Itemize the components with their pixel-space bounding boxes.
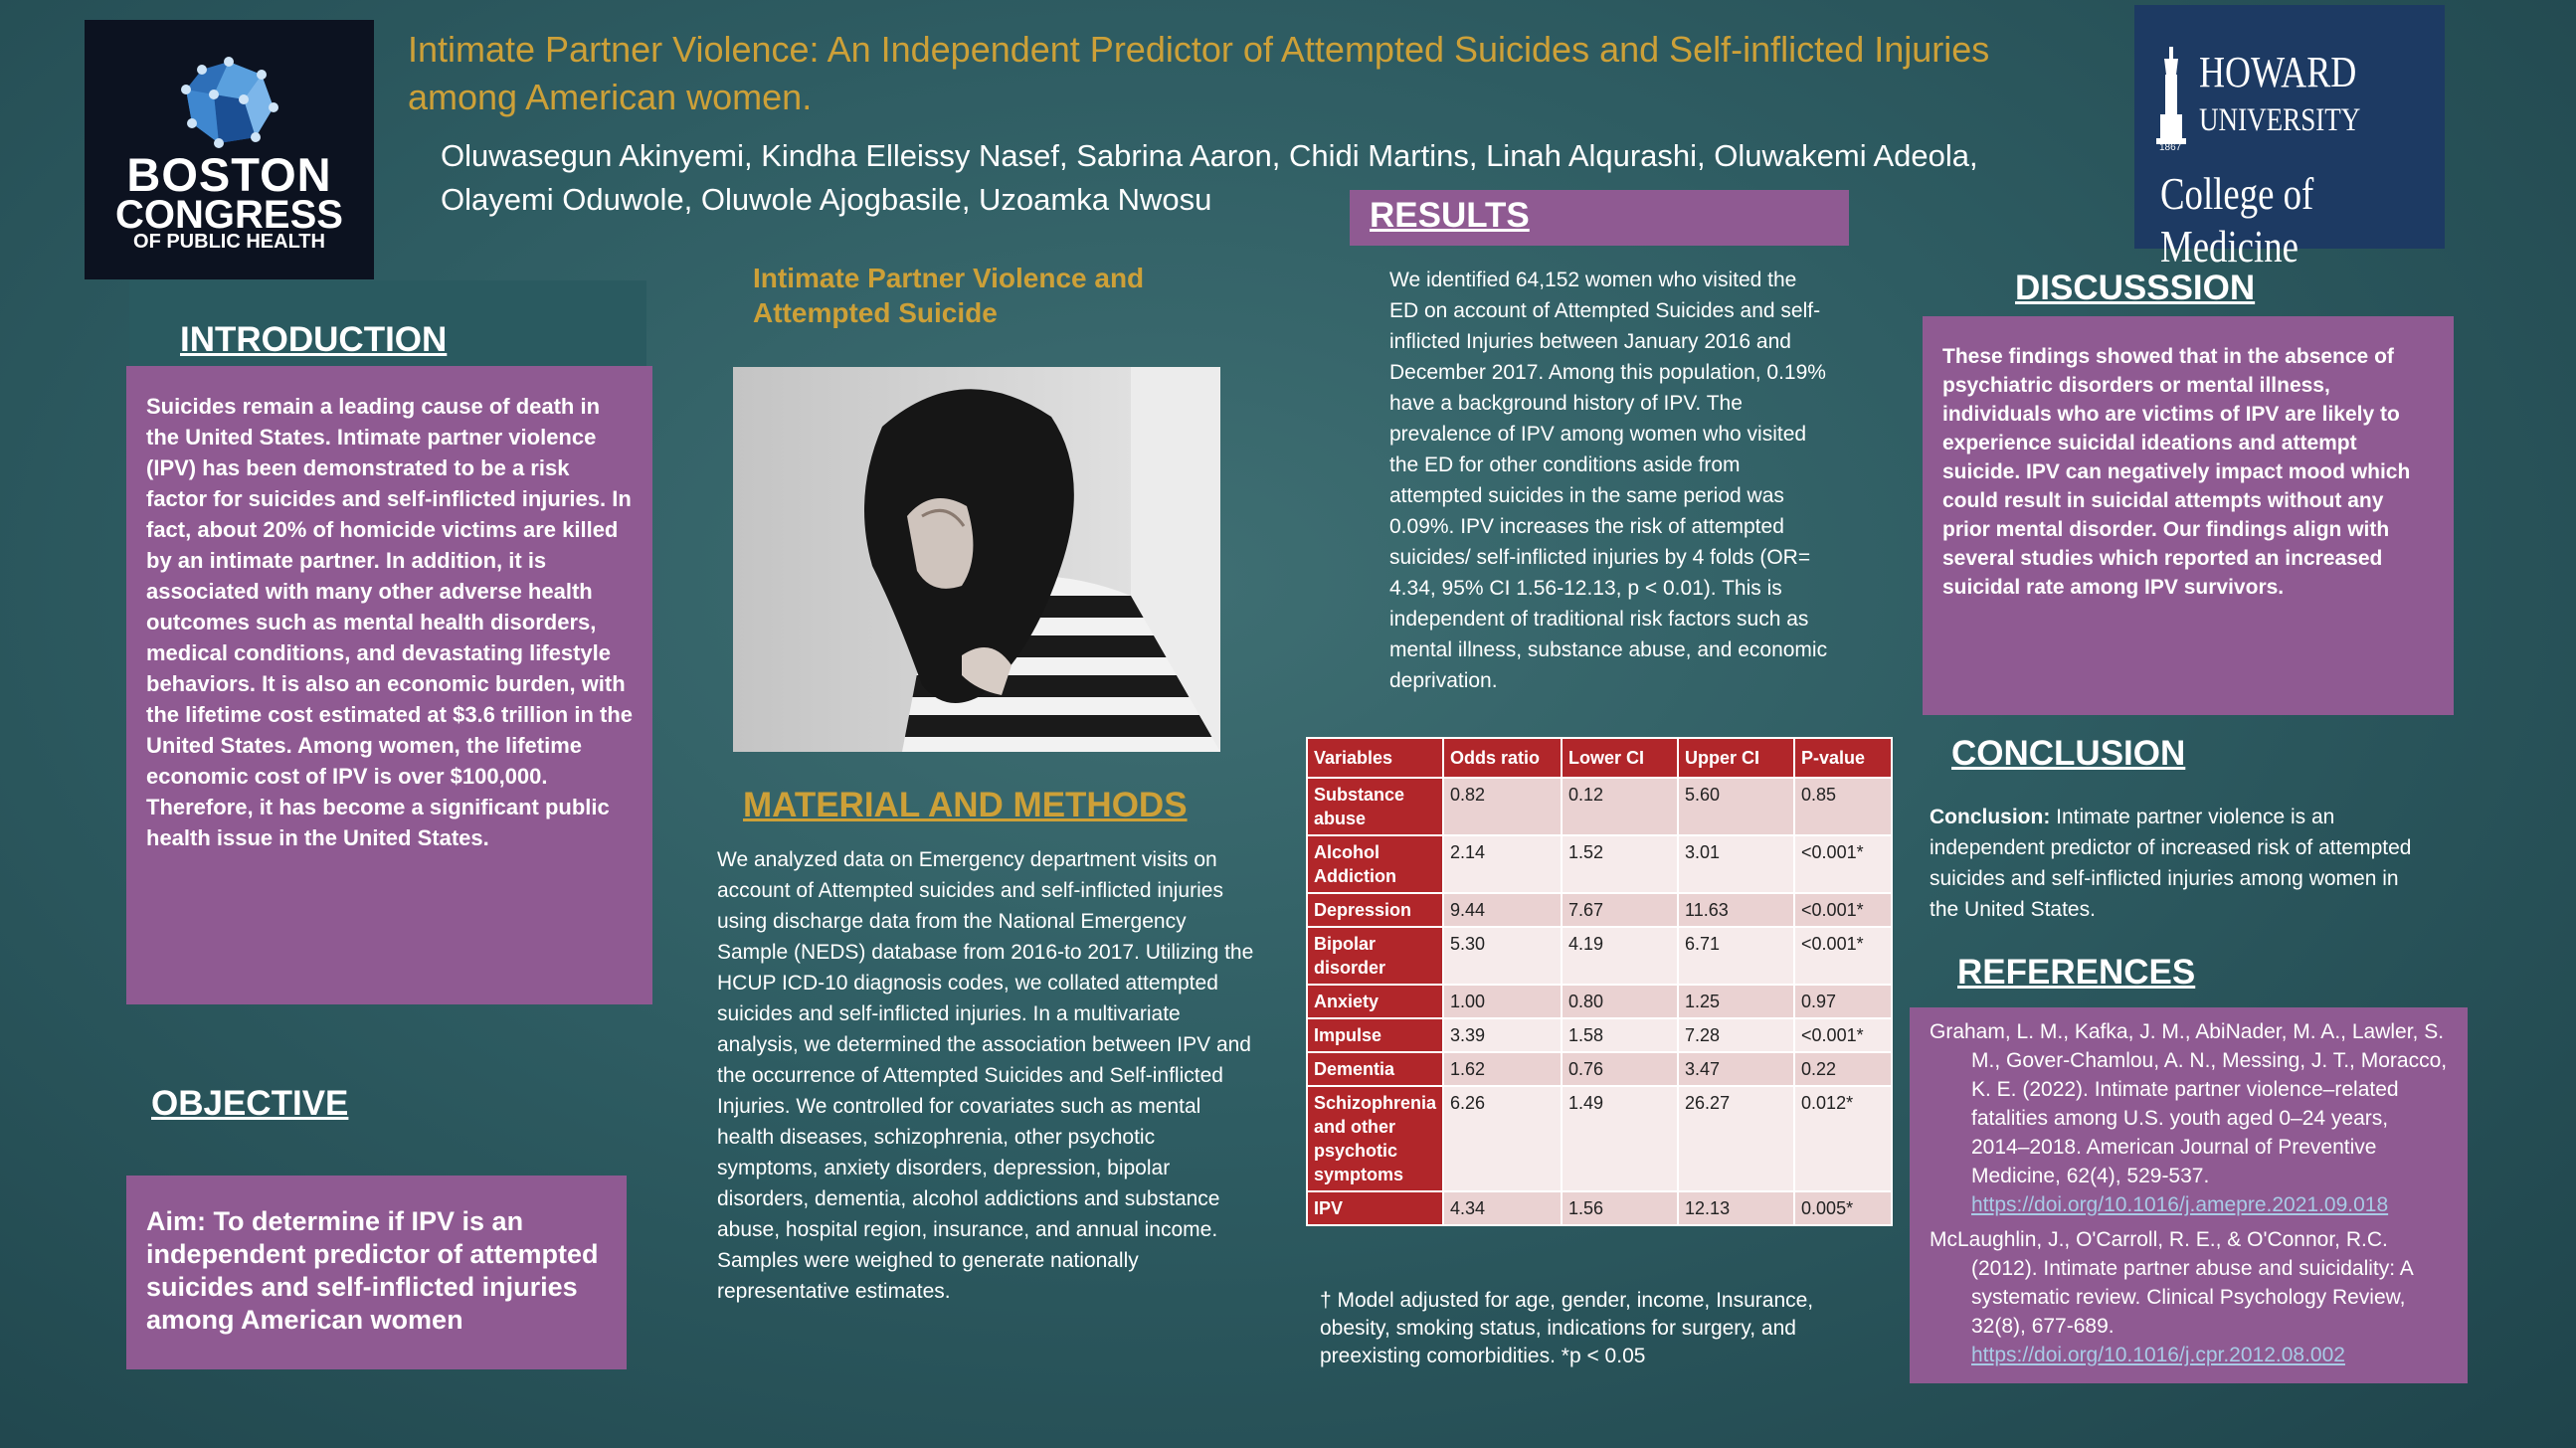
table-row-variable: Impulse: [1307, 1018, 1443, 1052]
table-row: [1307, 927, 1892, 985]
woman-photo: [733, 367, 1220, 752]
table-cell: 26.27: [1678, 1086, 1794, 1191]
table-cell: 0.012*: [1794, 1086, 1892, 1191]
reference-item: [1930, 1225, 2448, 1369]
poster-title: Intimate Partner Violence: An Independent Predictor of Attempted Suicides and Self-inflicted Injuries among American women.: [408, 29, 1990, 117]
objective-text: Aim: To determine if IPV is an independent predictor of attempted suicides and self-inflicted injuries among American women: [146, 1206, 599, 1335]
table-cell: 0.76: [1562, 1052, 1678, 1086]
methods-text: We analyzed data on Emergency department visits on account of Attempted suicides and self-inflicted injuries using discharge data from the National Emergency Sample (NEDS) database from 2016-to 2017. Utilizing the HCUP ICD-10 diagnosis codes, we collated attempted suicides and self-inflicted injuries. In a multivariate analysis, we determined the association between IPV and the occurrence of Attempted Suicides and Self-inflicted Injuries. We controlled for covariates such as mental health diseases, schizophrenia, other psychotic symptoms, anxiety disorders, depression, bipolar disorders, dementia, alcohol addictions and substance abuse, hospital region, insurance, and annual income. Samples were weighed to generate nationally representative estimates.: [717, 848, 1254, 1303]
table-row: [1307, 1052, 1892, 1086]
reference-doi-link[interactable]: https://doi.org/10.1016/j.cpr.2012.08.002: [1971, 1344, 2345, 1366]
table-row: [1307, 1191, 1892, 1225]
conclusion-text: Intimate partner violence is an independent predictor of increased risk of attempted suicides and self-inflicted injuries among women in the United States.: [1930, 806, 2412, 921]
table-row: [1307, 835, 1892, 893]
discussion-text: These findings showed that in the absence of psychiatric disorders or mental illness, individuals who are victims of IPV are likely to experience suicidal ideations and attempt suicide. IPV can negatively impact mood which could result in suicidal attempts without any prior mental disorder. Our findings align with several studies which reported an increased suicidal rate among IPV survivors.: [1942, 345, 2411, 599]
table-column-header: Upper CI: [1678, 738, 1794, 778]
howard-university-logo: [2134, 5, 2445, 272]
table-cell: 6.71: [1678, 927, 1794, 985]
table-column-header: Odds ratio: [1443, 738, 1562, 778]
table-row-variable: Bipolar disorder: [1307, 927, 1443, 985]
references-heading: REFERENCES: [1957, 953, 2196, 992]
table-row: [1307, 985, 1892, 1018]
table-cell: 7.67: [1562, 893, 1678, 927]
introduction-heading: INTRODUCTION: [180, 320, 448, 359]
table-cell: 11.63: [1678, 893, 1794, 927]
figure-caption: Intimate Partner Violence and Attempted Suicide: [753, 263, 1145, 328]
reference-text: Graham, L. M., Kafka, J. M., AbiNader, M. A., Lawler, S. M., Gover-Chamlou, A. N., Messing, J. T., Moracco, K. E. (2022). Intimate partner violence–related fatalities among U.S. youth aged 0–24 years, 2014–2018. American Journal of Preventive Medicine, 62(4), 529-537.: [1930, 1020, 2448, 1187]
table-cell: 12.13: [1678, 1191, 1794, 1225]
logo-text-boston: BOSTON: [126, 148, 332, 201]
tower-icon: [2154, 47, 2194, 146]
table-header-row: [1307, 738, 1892, 778]
table-row-variable: Anxiety: [1307, 985, 1443, 1018]
network-globe-icon: [85, 20, 374, 159]
table-cell: 3.47: [1678, 1052, 1794, 1086]
table-cell: 6.26: [1443, 1086, 1562, 1191]
table-column-header: Variables: [1307, 738, 1443, 778]
table-cell: 7.28: [1678, 1018, 1794, 1052]
introduction-text: Suicides remain a leading cause of death in the United States. Intimate partner violence (IPV) has been demonstrated to be a risk factor for suicides and self-inflicted injuries. In fact, about 20% of homicide victims are killed by an intimate partner. In addition, it is associated with many other adverse health outcomes such as mental health disorders, medical conditions, and devastating lifestyle behaviors. It is also an economic burden, with the lifetime cost estimated at $3.6 trillion in the United States. Among women, the lifetime economic cost of IPV is over $100,000. Therefore, it has become a significant public health issue in the United States.: [146, 394, 634, 850]
table-body: [1307, 778, 1892, 1225]
table-cell: 1.52: [1562, 835, 1678, 893]
table-row-variable: Schizophrenia and other psychotic symptoms: [1307, 1086, 1443, 1191]
reference-doi-link[interactable]: https://doi.org/10.1016/j.amepre.2021.09.018: [1971, 1193, 2389, 1216]
table-cell: 4.34: [1443, 1191, 1562, 1225]
table-row: [1307, 1086, 1892, 1191]
table-cell: 3.39: [1443, 1018, 1562, 1052]
results-footnote: † Model adjusted for age, gender, income, Insurance, obesity, smoking status, indications for surgery, and preexisting comorbidities. *p < 0.05: [1320, 1289, 1814, 1367]
table-row-variable: Alcohol Addiction: [1307, 835, 1443, 893]
logo-text-howard: HOWARD: [2199, 48, 2357, 96]
table-cell: 1.62: [1443, 1052, 1562, 1086]
table-cell: 4.19: [1562, 927, 1678, 985]
table-cell: 1.00: [1443, 985, 1562, 1018]
conclusion-heading: CONCLUSION: [1951, 734, 2186, 773]
table-row: [1307, 778, 1892, 835]
methods-heading: MATERIAL AND METHODS: [743, 786, 1188, 824]
table-row: [1307, 1018, 1892, 1052]
boston-congress-logo: [85, 20, 374, 279]
author-list: Oluwasegun Akinyemi, Kindha Elleissy Nasef, Sabrina Aaron, Chidi Martins, Linah Alqurashi, Oluwakemi Adeola, Olayemi Oduwole, Oluwole Ajogbasile, Uzoamka Nwosu: [441, 138, 1978, 217]
distressed-woman-image: [733, 367, 1220, 752]
table-cell: <0.001*: [1794, 893, 1892, 927]
table-cell: 0.97: [1794, 985, 1892, 1018]
objective-heading: OBJECTIVE: [151, 1084, 349, 1123]
table-cell: 0.22: [1794, 1052, 1892, 1086]
logo-text-college-of-medicine: College of Medicine: [2160, 168, 2314, 272]
conclusion-paragraph: [1930, 802, 2427, 925]
objective-box: [126, 1176, 627, 1369]
table-row-variable: IPV: [1307, 1191, 1443, 1225]
table-cell: 9.44: [1443, 893, 1562, 927]
table-column-header: P-value: [1794, 738, 1892, 778]
results-heading: RESULTS: [1370, 196, 1530, 235]
table-cell: 0.12: [1562, 778, 1678, 835]
results-text: We identified 64,152 women who visited the ED on account of Attempted Suicides and self-inflicted Injuries between January 2016 and December 2017. Among this population, 0.19% have a background history of IPV. The prevalence of IPV among women who visited the ED for other conditions aside from attempted suicides in the same period was 0.09%. IPV increases the risk of attempted suicides/ self-inflicted injuries by 4 folds (OR= 4.34, 95% CI 1.56-12.13, p < 0.01). This is independent of traditional risk factors such as mental illness, substance abuse, and economic deprivation.: [1389, 269, 1828, 692]
table-cell: 1.58: [1562, 1018, 1678, 1052]
logo-text-university: UNIVERSITY: [2199, 102, 2361, 138]
discussion-heading: DISCUSSSION: [2015, 269, 2256, 307]
table-cell: <0.001*: [1794, 1018, 1892, 1052]
table-cell: 0.85: [1794, 778, 1892, 835]
table-cell: 0.80: [1562, 985, 1678, 1018]
logo-text-public-health: OF PUBLIC HEALTH: [133, 231, 325, 253]
table-cell: 1.25: [1678, 985, 1794, 1018]
table-row-variable: Dementia: [1307, 1052, 1443, 1086]
references-box: [1910, 1007, 2468, 1383]
results-table: [1306, 737, 1893, 1226]
table-row: [1307, 893, 1892, 927]
table-cell: <0.001*: [1794, 835, 1892, 893]
logo-text-congress: CONGRESS: [115, 193, 343, 237]
table-row-variable: Substance abuse: [1307, 778, 1443, 835]
table-cell: <0.001*: [1794, 927, 1892, 985]
table-cell: 0.005*: [1794, 1191, 1892, 1225]
introduction-box: [126, 366, 652, 1004]
table-cell: 5.60: [1678, 778, 1794, 835]
table-cell: 2.14: [1443, 835, 1562, 893]
conclusion-label: Conclusion:: [1930, 806, 2051, 828]
reference-item: [1930, 1017, 2448, 1219]
table-row-variable: Depression: [1307, 893, 1443, 927]
table-cell: 3.01: [1678, 835, 1794, 893]
table-cell: 1.56: [1562, 1191, 1678, 1225]
reference-text: McLaughlin, J., O'Carroll, R. E., & O'Connor, R.C. (2012). Intimate partner abuse and suicidality: A systematic review. Clinical Psychology Review, 32(8), 677-689.: [1930, 1228, 2413, 1338]
logo-year: 1867: [2159, 142, 2182, 153]
table-cell: 1.49: [1562, 1086, 1678, 1191]
discussion-box: [1923, 316, 2454, 715]
table-column-header: Lower CI: [1562, 738, 1678, 778]
table-cell: 5.30: [1443, 927, 1562, 985]
table-cell: 0.82: [1443, 778, 1562, 835]
